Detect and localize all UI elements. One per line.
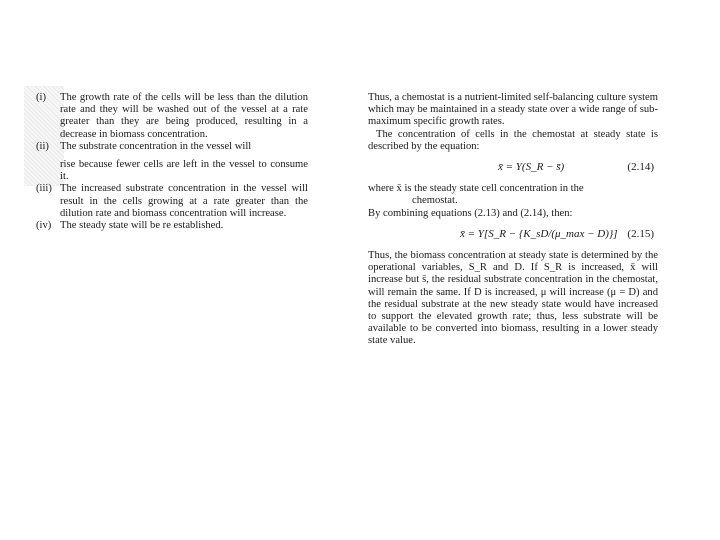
list-number — [36, 159, 60, 183]
list-text: The growth rate of the cells will be less than the dilution rate and they will be washed out of the vessel at a rate greater than they are being produced, resulting in a decrease in biomass concentration. — [60, 92, 308, 140]
list-item — [36, 92, 308, 141]
list-number: (iii) — [36, 183, 52, 195]
list-item — [36, 183, 308, 220]
list-number: (iv) — [36, 220, 52, 232]
equation-2-15 — [368, 228, 658, 240]
equation-2-14 — [368, 161, 658, 173]
where-line: where x̄ is the steady state cell concentration in the — [368, 183, 584, 195]
combine-line: By combining equations (2.13) and (2.14), then: — [368, 207, 573, 219]
list-text: The substrate concentration in the vessel will — [60, 140, 252, 152]
paragraph-biomass: Thus, the biomass concentration at steady state is determined by the operational variables, S_R and D. If S_R is increased, x̄ will increase but s̄, the residual substrate concentration in the chemostat, will remain the same. If D is increased, μ will increase (μ = D) and the residual substrate at the new steady state would have increased to support the elevated growth rate; thus, less substrate will be available to be converted into biomass, resulting in a lower steady state value. — [368, 250, 658, 347]
equation-number: (2.14) — [627, 161, 654, 174]
list-item — [36, 220, 308, 232]
equation-expression: x̄ = Y[S_R − {K_sD/(μ_max − D)}] — [460, 227, 618, 240]
list-text: rise because fewer cells are left in the vessel to consume it. — [60, 159, 308, 183]
list-number: (ii) — [36, 140, 49, 152]
list-item — [36, 159, 308, 183]
paragraph-chemostat: Thus, a chemostat is a nutrient-limited self-balancing culture system which may be maintained in a steady state over a wide range of sub-maximum specific growth rates. — [368, 92, 658, 128]
left-column — [36, 92, 308, 232]
list-item — [36, 141, 308, 153]
equation-number: (2.15) — [627, 227, 654, 240]
where-line-continued: chemostat. — [412, 195, 458, 207]
right-column — [368, 92, 658, 348]
list-number: (i) — [36, 92, 46, 103]
list-text: The increased substrate concentration in the vessel will result in the cells growing at a rate greater than the dilution rate and biomass concentration will increase. — [60, 183, 308, 219]
list-text: The steady state will be re established. — [60, 220, 224, 232]
equation-expression: x̄ = Y(S_R − s̄) — [498, 161, 565, 174]
paragraph-concentration: The concentration of cells in the chemostat at steady state is described by the equation: — [368, 128, 658, 152]
